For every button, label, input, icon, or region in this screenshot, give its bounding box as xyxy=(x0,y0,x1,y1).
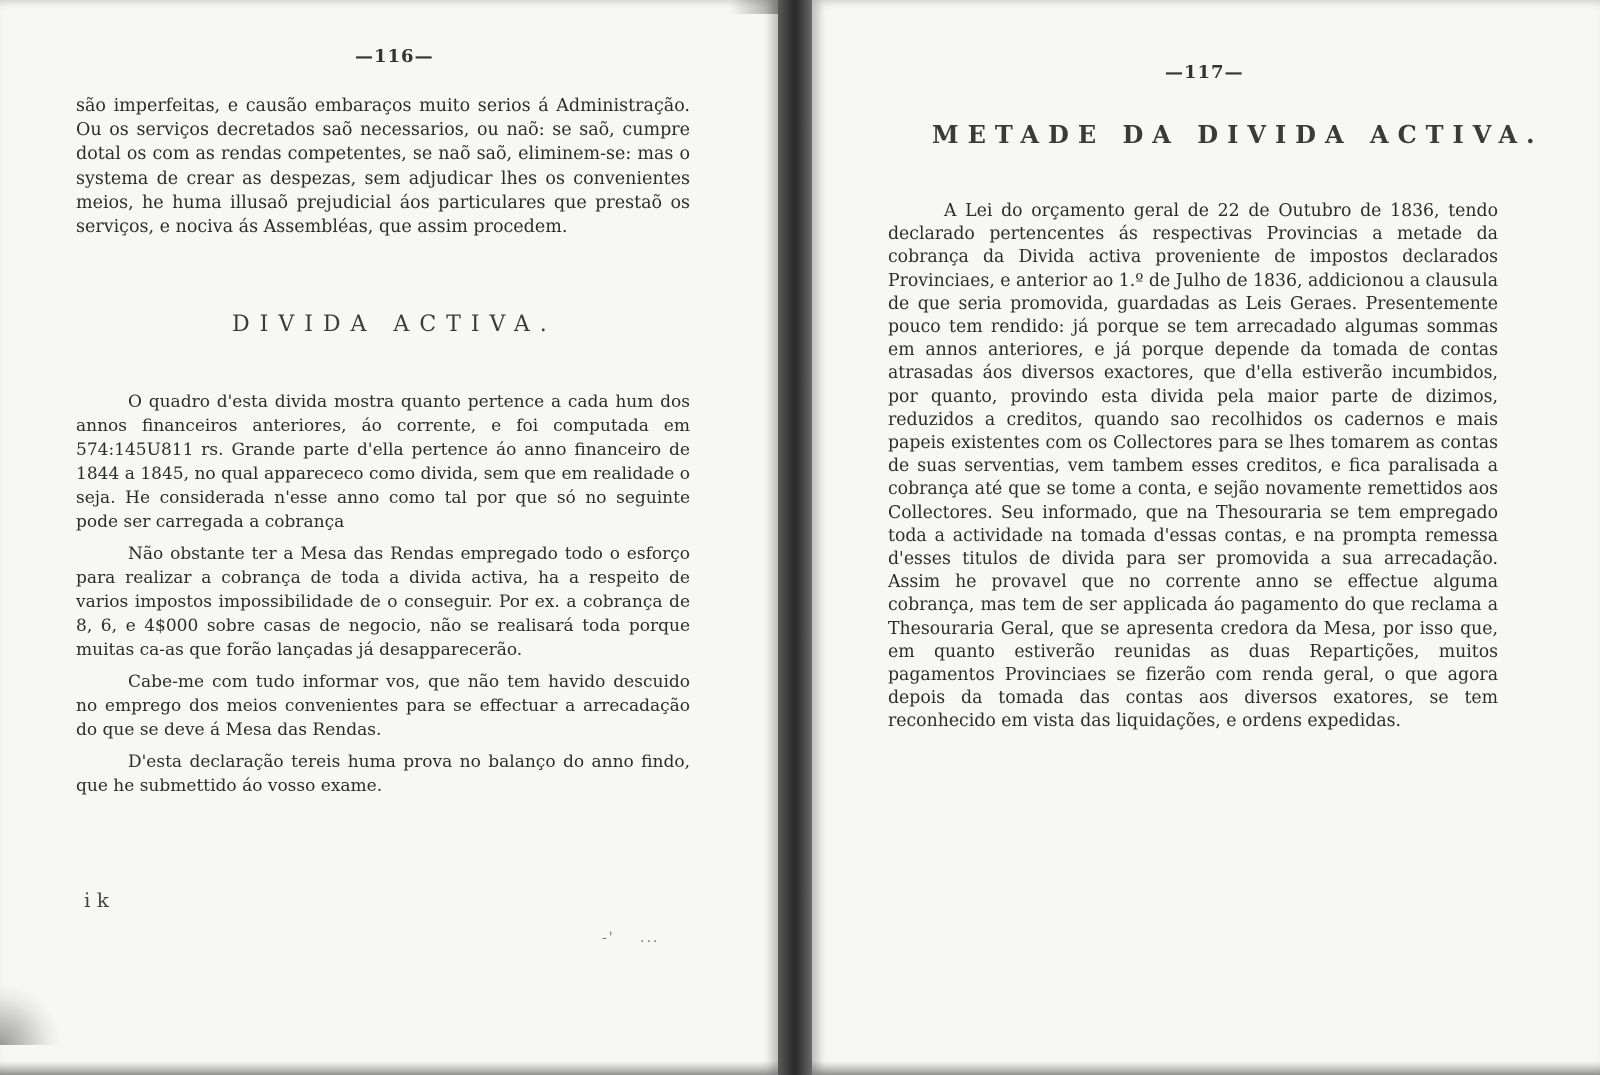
paragraph: Cabe-me com tudo informar vos, que não tem havido descuido no emprego dos meios convenientes para se effectuar a arrecadação do que se deve á Mesa das Rendas. xyxy=(76,672,690,740)
page-edge-shadow xyxy=(730,0,778,14)
right-section-heading: METADE DA DIVIDA ACTIVA. xyxy=(932,120,1544,149)
paragraph: Não obstante ter a Mesa das Rendas empregado todo o esforço para realizar a cobrança de toda a divida activa, ha a respeito de varios impostos impossibilidade de o conseguir. Por ex. a cobrança de 8, 6, e 4$000 sobre casas de negocio, não se realisará toda porque muitas ca-as que forão lançadas já desapparecerão. xyxy=(76,544,690,660)
book-gutter xyxy=(778,0,812,1075)
left-continuation-text xyxy=(76,94,690,247)
right-page-number: —117— xyxy=(1165,62,1244,83)
paper-corner-wear xyxy=(0,985,60,1045)
left-page xyxy=(0,0,778,1075)
page-bottom-shadow xyxy=(0,1061,778,1075)
left-body-text xyxy=(76,390,690,806)
left-section-heading: DIVIDA ACTIVA. xyxy=(232,312,557,337)
left-page-number: —116— xyxy=(355,46,434,67)
ink-smudge: -' xyxy=(602,930,615,946)
right-body-text xyxy=(888,200,1498,742)
ink-smudge: ... xyxy=(640,930,660,946)
paragraph: O quadro d'esta divida mostra quanto pertence a cada hum dos annos financeiros anteriores, áo corrente, e foi computada em 574:145U811 rs. Grande parte d'ella pertence áo anno financeiro de 1844 a 1845, no qual apparececo como divida, sem que em realidade o seja. He considerada n'esse anno como tal por que só no seguinte pode ser carregada a cobrança xyxy=(76,392,690,532)
paragraph: D'esta declaração tereis huma prova no balanço do anno findo, que he submettido áo vosso exame. xyxy=(76,752,690,796)
margin-mark: i k xyxy=(84,888,109,912)
page-bottom-shadow xyxy=(812,1061,1600,1075)
continuation-paragraph: são imperfeitas, e causão embaraços muito serios á Administração. Ou os serviços decretados saõ necessarios, ou naõ: se saõ, cumpre dotal os com as rendas competentes, se naõ saõ, eliminem-se: mas o systema de crear as despezas, sem adjudicar lhes os convenientes meios, he huma illusaõ prejudicial áos particulares que prestaõ os serviços, e nociva ás Assembléas, que assim procedem. xyxy=(76,96,690,238)
paragraph: A Lei do orçamento geral de 22 de Outubro de 1836, tendo declarado pertencentes ás respectivas Provincias a metade da cobrança da Divida activa proveniente de impostos declarados Provinciaes, e anterior ao 1.º de Julho de 1836, addicionou a clausula de que seria promovida, guardadas as Leis Geraes. Presentemente pouco tem rendido: já porque se tem arrecadado algumas sommas em annos anteriores, e já porque depende da tomada de contas atrasadas áos diversos exactores, que d'ella estiverão incumbidos, por quanto, provindo esta divida pela maior parte de dizimos, reduzidos a creditos, quando sao recolhidos os cadernos e mais papeis existentes com os Collectores para se lhes tomarem as contas de suas serventias, vem tambem esses creditos, e fica paralisada a cobrança até que se tome a conta, e sejão novamente remettidos aos Collectores. Seu informado, que na Thesouraria se tem empregado toda a actividade na tomada d'essas contas, e na prompta remessa d'esses titulos de divida para ser promovida a sua arrecadação. Assim he provavel que no corrente anno se effectue alguma cobrança, mas tem de ser applicada áo pagamento do que reclama a Thesouraria Geral, que se apresenta credora da Mesa, por isso que, em quanto estiverão reunidas as duas Repartições, muitos pagamentos Provinciaes se fizerão com renda geral, o que agora depois da tomada das contas aos diversos exatores, se tem reconhecido em vista das liquidações, e ordens expedidas. xyxy=(888,201,1499,732)
